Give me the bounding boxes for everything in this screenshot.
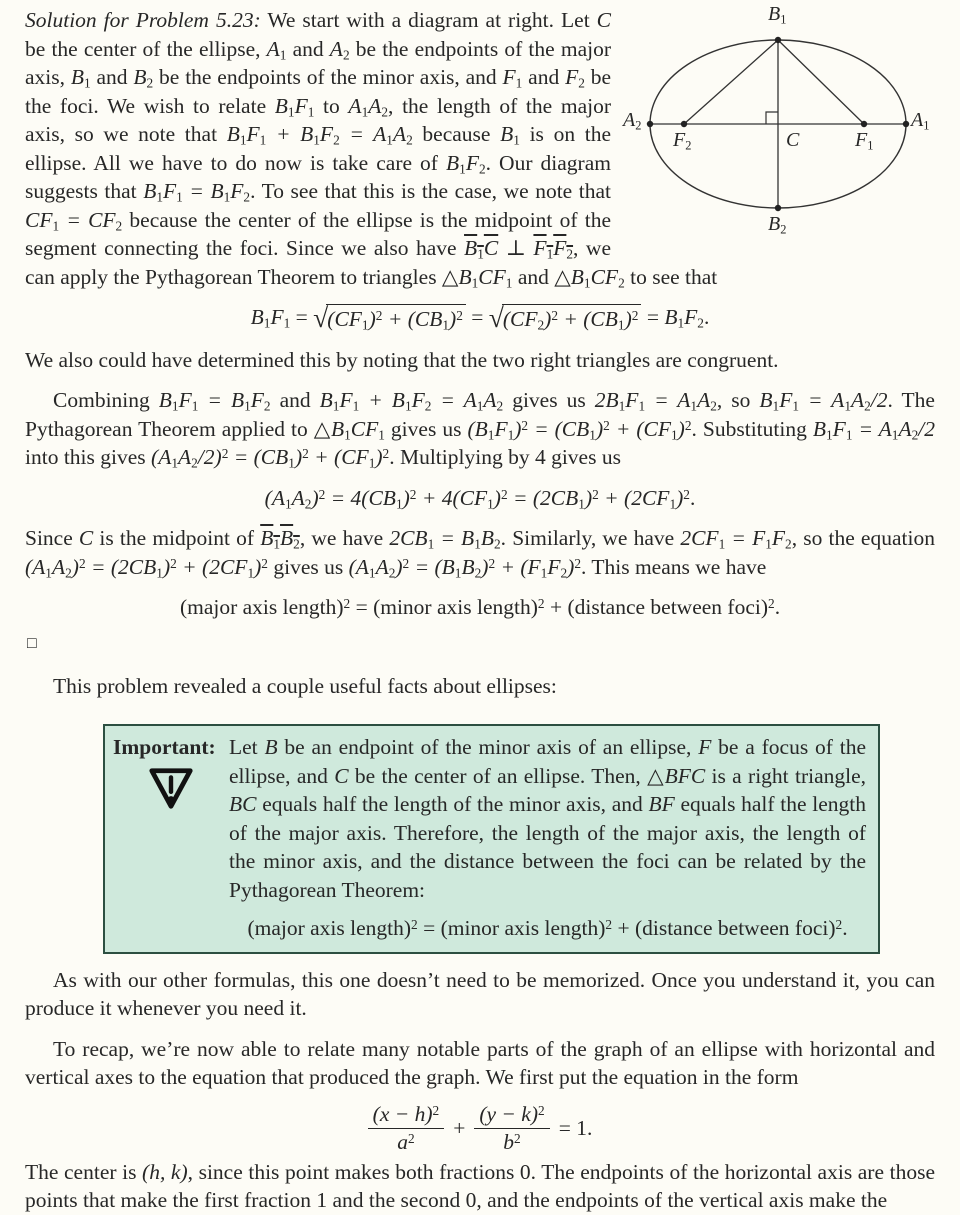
ellipse-diagram-figure: [623, 4, 935, 241]
important-body-column: [229, 733, 866, 943]
right-angle-mark: [766, 112, 778, 124]
diagram-label-a2: $A_2$: [623, 109, 642, 133]
important-callout: [103, 724, 880, 954]
y-fraction-numerator: $(y - k)^2$: [474, 1102, 549, 1129]
ellipse-diagram: [623, 4, 935, 241]
x-fraction-denominator: $a^2$: [397, 1130, 415, 1155]
x-fraction-numerator: $(x - h)^2$: [368, 1102, 445, 1129]
point-f2-dot: [681, 121, 687, 127]
congruent-triangles-note: We also could have determined this by noting that the two right triangles are congruent.: [25, 347, 779, 372]
y-fraction-denominator: $b^2$: [503, 1130, 521, 1155]
equals-one: = 1.: [558, 1116, 593, 1141]
point-a2-dot: [647, 121, 653, 127]
y-fraction: [474, 1102, 549, 1156]
proof-end-marker: □: [27, 634, 37, 652]
memorize-paragraph: As with our other formulas, this one doesn’t need to be memorized. Once you understand it, you can produce it whenever you need it.: [25, 967, 935, 1021]
point-f1-dot: [861, 121, 867, 127]
b1-f1-segment: [778, 40, 864, 124]
diagram-label-f2: $F_2$: [673, 129, 692, 153]
recap-paragraph: To recap, we’re now able to relate many notable parts of the graph of an ellipse with horizontal and vertical axes to the equation that produced the graph. We first put the equation in the form: [25, 1036, 935, 1090]
important-label-column: [113, 733, 229, 943]
x-fraction: [368, 1102, 445, 1156]
solution-paragraph-intro: Solution for Problem 5.23: We start with a diagram at right. Let C be the center of the ellipse, $A_1$ and $A_2$ be the endpoints of the major axis, $B_1$ and $B_2$ be the endpoints of the minor axis, and $F_1$ and $F_2$ be the foci. We wish to relate $B_1F_1$ to $A_1A_2$, the length of the major axis, so we note that $B_1F_1 + B_1F_2 = A_1A_2$ because $B_1$ is on the ellipse. All we have to do now is take care of $B_1F_2$. Our diagram suggests that $B_1F_1 = B_1F_2$. To see that this is the case, we note that $CF_1 = CF_2$ because the center of the ellipse is the midpoint of the segment connecting the foci. Since we also have $B_1C$ ⊥ $F_1F_2$, we can apply the Pythagorean Theorem to triangles $\triangle B_1CF_1$ and $\triangle B_1CF_2$ to see that: [25, 8, 718, 291]
b1-f2-segment: [684, 40, 778, 124]
point-b1-dot: [775, 37, 781, 43]
important-label: Important:: [113, 735, 216, 760]
solution-section: [25, 3, 935, 700]
point-b2-dot: [775, 205, 781, 211]
diagram-label-f1: $F_1$: [855, 129, 874, 153]
diagram-label-b2: $B_2$: [768, 213, 787, 237]
revealed-facts-paragraph: This problem revealed a couple useful facts about ellipses:: [53, 673, 557, 698]
pythagorean-radical-equation: $B_1F_1$ = √ $(CF_1)^2 + (CB_1)^2$ = √ $(CF_2)^2 + (CB_1)^2$ = $B_1F_2$.: [250, 302, 710, 334]
important-formula: (major axis length)$^2$ = (minor axis length)$^2$ + (distance between foci)$^2$.: [247, 916, 848, 941]
midpoint-paragraph: Since C is the midpoint of $B_1B_2$, we have $2CB_1 = B_1B_2$. Similarly, we have $2CF_1 = F_1F_2$, so the equation $(A_1A_2)^2 = (2CB_1)^2 + (2CF_1)^2$ gives us $(A_1A_2)^2 = (B_1B_2)^2 + (F_1F_2)^2$. This means we have: [25, 526, 935, 581]
important-body-text: Let B be an endpoint of the minor axis of an ellipse, F be a focus of the ellipse, and C be the center of an ellipse. Then, △BFC is a right triangle, BC equals half the length of the minor axis, and BF equals half the length of the major axis. Therefore, the length of the major axis, the length of the minor axis, and the distance between the foci can be related by the Pythagorean Theorem:: [229, 735, 867, 902]
diagram-label-c: C: [786, 129, 800, 151]
axis-length-relation-equation: (major axis length)$^2$ = (minor axis length)$^2$ + (distance between foci)$^2$.: [179, 595, 781, 620]
center-explanation-paragraph: The center is (h, k), since this point makes both fractions 0. The endpoints of the horizontal axis are those points that make the first fraction 1 and the second 0, and the endpoints of the vertical axis make the: [25, 1159, 935, 1213]
warning-exclamation-triangle-icon: [145, 764, 197, 812]
point-a1-dot: [903, 121, 909, 127]
diagram-label-a1: $A_1$: [911, 109, 930, 133]
diagram-label-b1: $B_1$: [768, 3, 787, 27]
multiplied-by-four-equation: $(A_1A_2)^2 = 4(CB_1)^2 + 4(CF_1)^2 = (2CB_1)^2 + (2CF_1)^2$.: [264, 485, 696, 512]
ellipse-standard-form-equation: [25, 1102, 935, 1156]
plus-operator: +: [453, 1116, 466, 1141]
combining-paragraph: Combining $B_1F_1 = B_1F_2$ and $B_1F_1 + B_1F_2 = A_1A_2$ gives us $2B_1F_1 = A_1A_2$, so $B_1F_1 = A_1A_2/2$. The Pythagorean Theorem applied to $\triangle B_1CF_1$ gives us $(B_1F_1)^2 = (CB_1)^2 + (CF_1)^2$. Substituting $B_1F_1 = A_1A_2/2$ into this gives $(A_1A_2/2)^2 = (CB_1)^2 + (CF_1)^2$. Multiplying by 4 gives us: [25, 388, 935, 472]
